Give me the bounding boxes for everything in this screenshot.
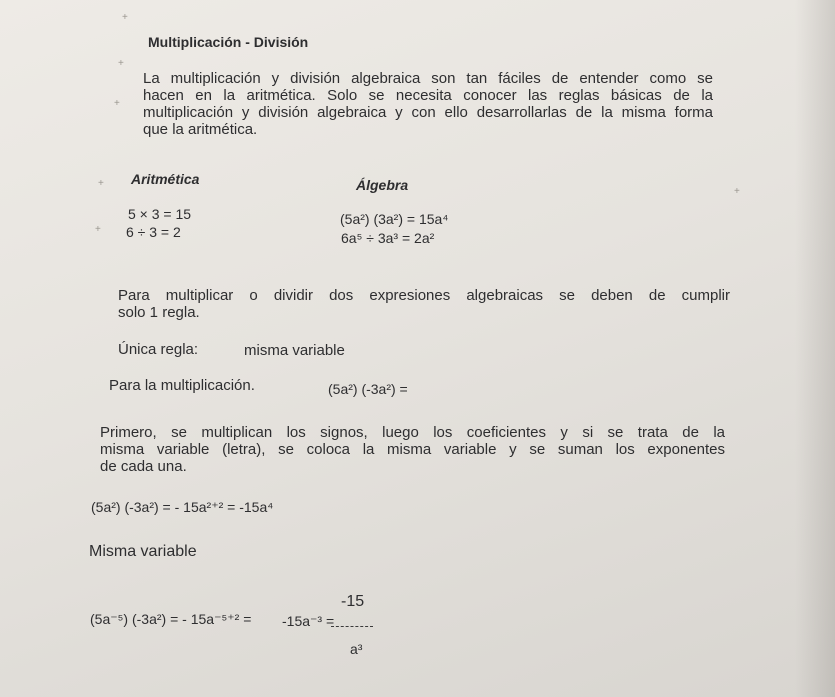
algebra-example-multiply: (5a²) (3a²) = 15a⁴ <box>340 211 449 227</box>
dust-mark: + <box>98 178 104 189</box>
arithmetic-example-divide: 6 ÷ 3 = 2 <box>126 224 181 240</box>
fraction-numerator: -15 <box>341 593 365 610</box>
intro-line: que la aritmética. <box>143 121 258 138</box>
algebra-heading: Álgebra <box>356 177 409 193</box>
intro-line: multiplicación y división algebraica y con ello desarrollarlas de la misma forma <box>143 104 713 121</box>
explanation-line: de cada una. <box>100 458 187 475</box>
fraction-bar <box>331 626 373 627</box>
rule-line: Para multiplicar o dividir dos expresiones algebraicas se deben de cumplir <box>118 287 730 304</box>
page-title: Multiplicación - División <box>148 34 309 50</box>
unique-rule-label: Única regla: <box>118 341 199 358</box>
example-same-variable-result: (5a²) (-3a²) = - 15a²⁺² = -15a⁴ <box>91 499 274 515</box>
same-variable-heading: Misma variable <box>89 543 197 560</box>
dust-mark: + <box>734 186 740 197</box>
explanation-line: misma variable (letra), se coloca la misma variable y se suman los exponentes <box>100 441 725 458</box>
intro-line: La multiplicación y división algebraica son tan fáciles de entender como se <box>143 70 713 87</box>
multiplication-label: Para la multiplicación. <box>109 377 255 394</box>
arithmetic-example-multiply: 5 × 3 = 15 <box>128 206 192 222</box>
intro-paragraph <box>143 70 713 138</box>
dust-mark: + <box>114 98 120 109</box>
unique-rule-value: misma variable <box>244 342 345 359</box>
page-shadow <box>795 0 835 697</box>
dust-mark: + <box>95 224 101 235</box>
multiplication-expression: (5a²) (-3a²) = <box>328 381 408 397</box>
example-negative-exponent: (5a⁻⁵) (-3a²) = - 15a⁻⁵⁺² = <box>90 611 252 627</box>
rule-line: solo 1 regla. <box>118 304 200 321</box>
intro-line: hacen en la aritmética. Solo se necesita conocer las reglas básicas de la <box>143 87 713 104</box>
algebra-example-divide: 6a⁵ ÷ 3a³ = 2a² <box>341 230 435 246</box>
explanation-paragraph <box>100 424 725 475</box>
explanation-line: Primero, se multiplican los signos, luego los coeficientes y si se trata de la <box>100 424 725 441</box>
dust-mark: + <box>118 58 124 69</box>
arithmetic-heading: Aritmética <box>131 171 200 187</box>
rule-paragraph <box>118 287 730 321</box>
example-negative-exponent-result: -15a⁻³ = <box>282 613 335 629</box>
dust-mark: + <box>122 12 128 23</box>
fraction-denominator: a³ <box>350 641 363 657</box>
